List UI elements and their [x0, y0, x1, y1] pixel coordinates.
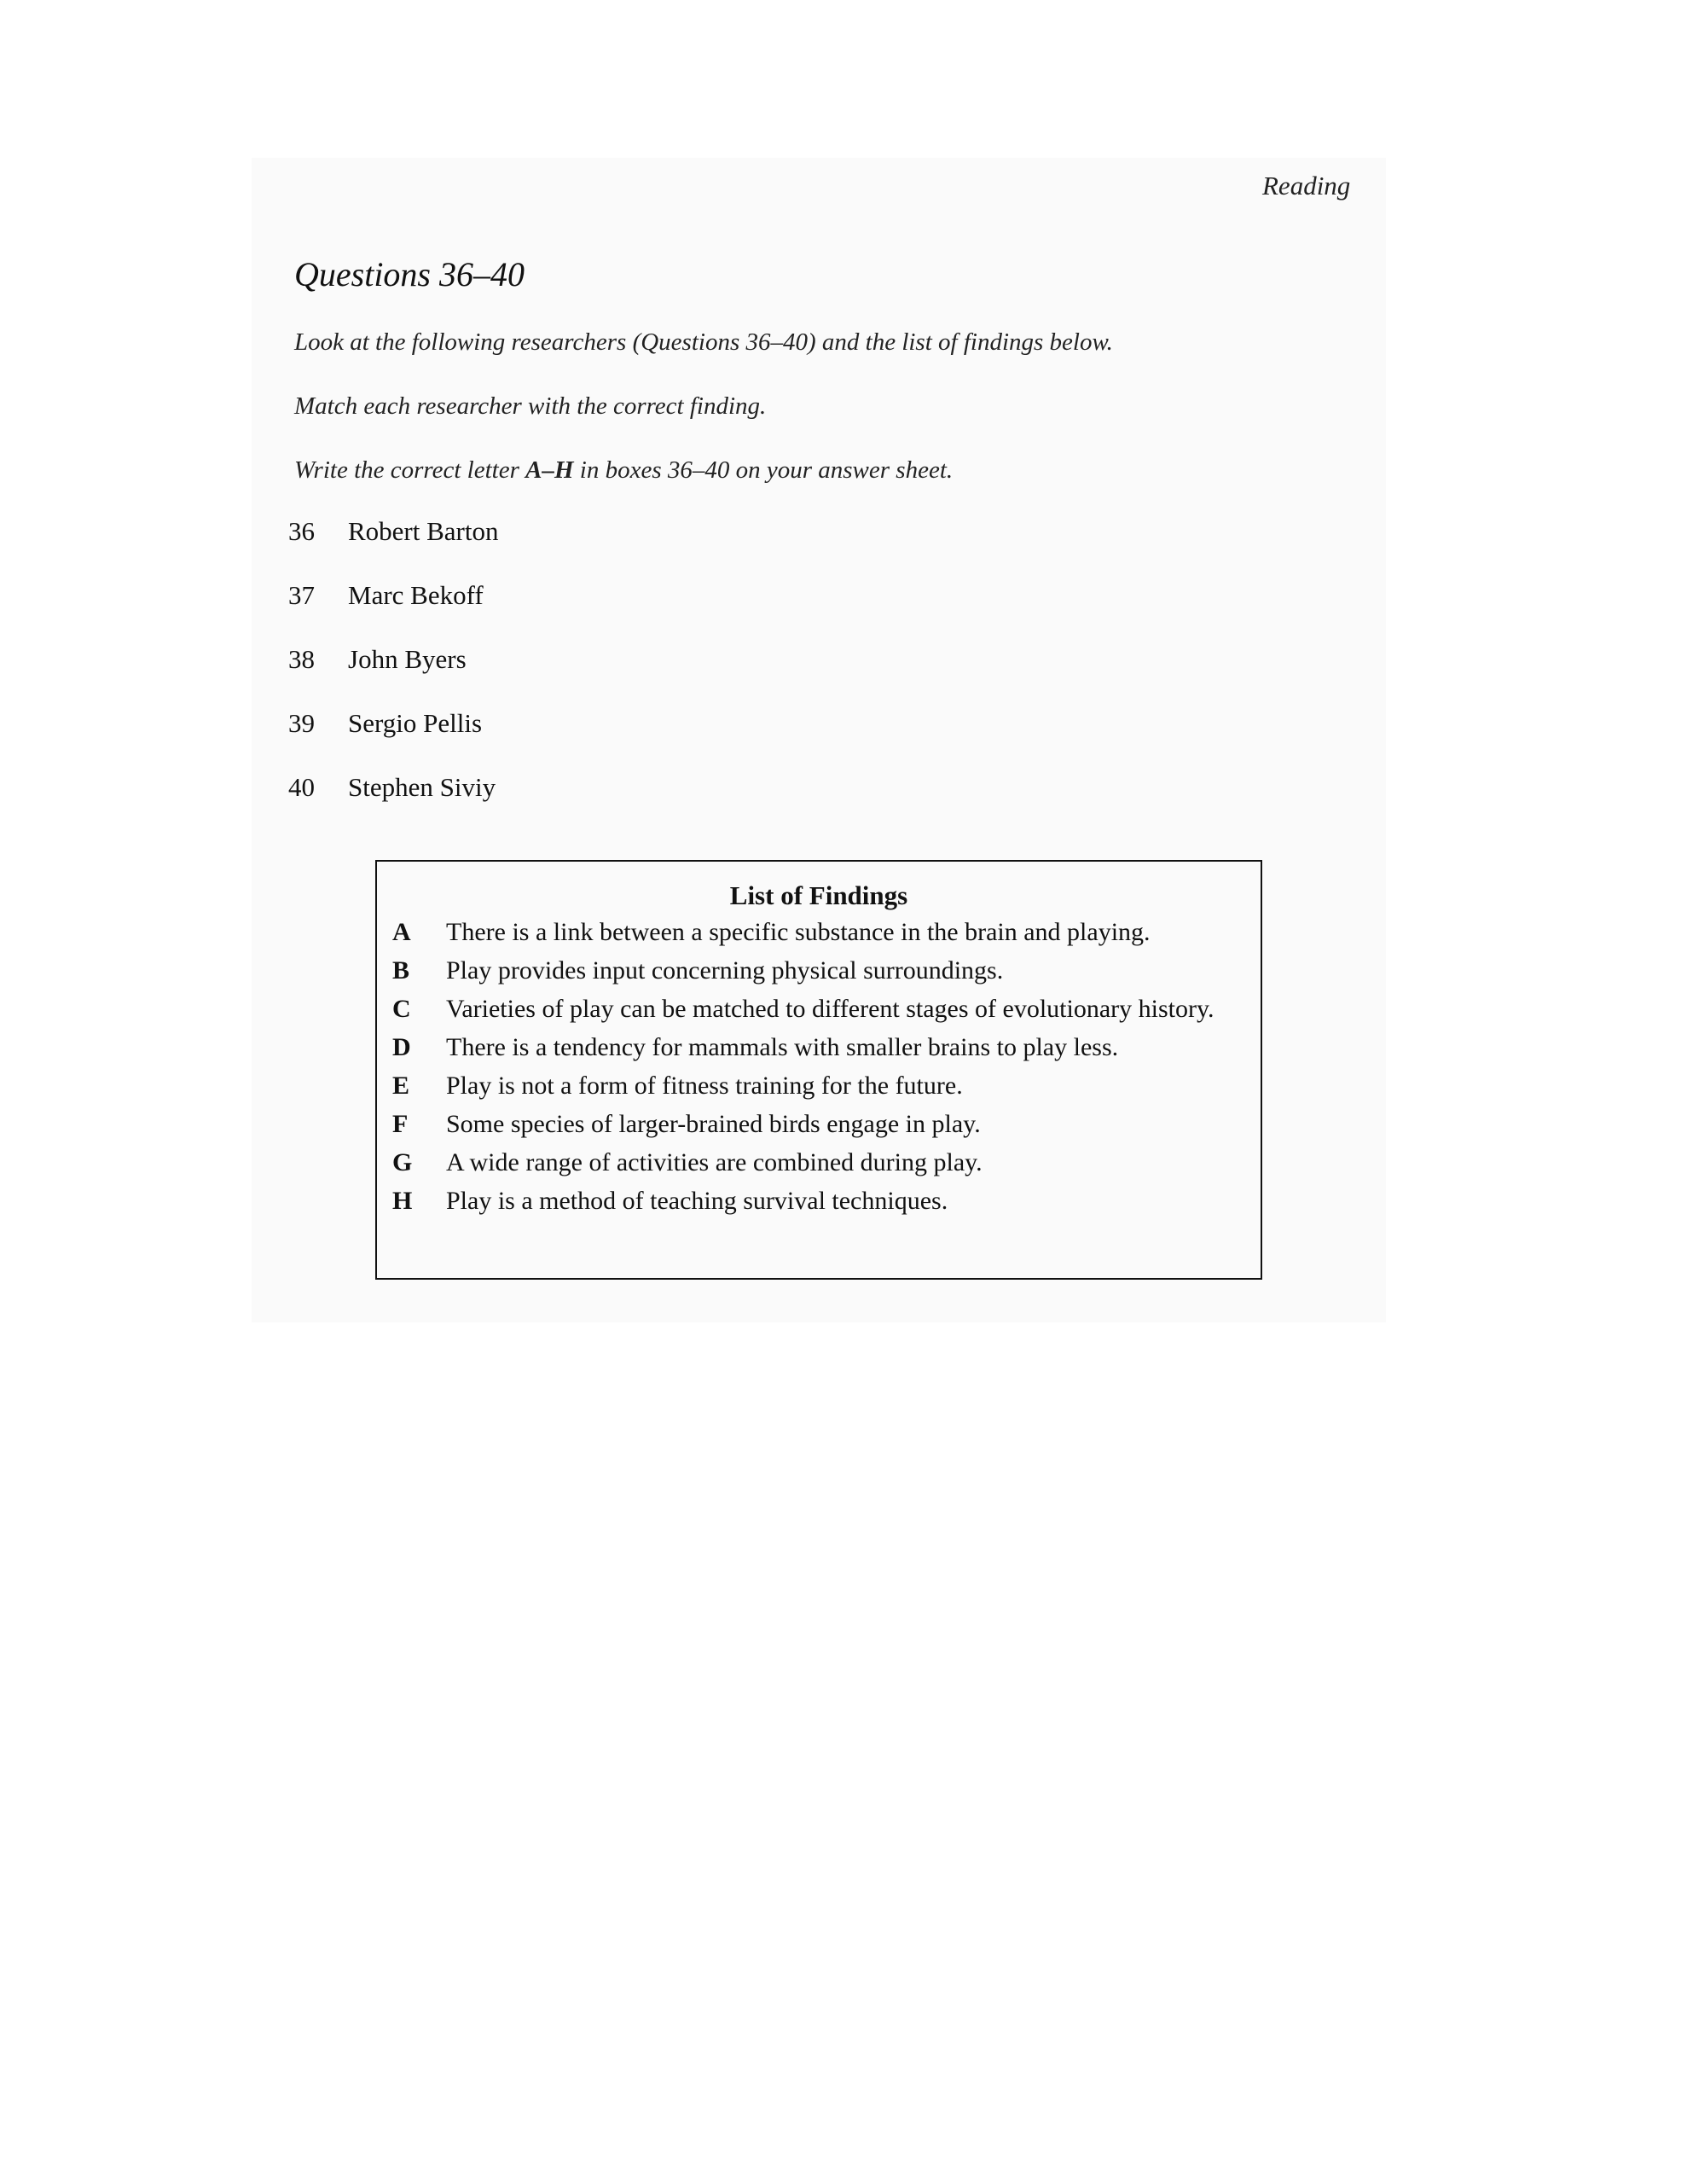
question-number: 38	[288, 644, 315, 674]
finding-letter: G	[392, 1148, 413, 1176]
letter-range: A–H	[525, 456, 574, 484]
finding-letter: C	[392, 995, 411, 1023]
finding-item	[392, 919, 1244, 946]
researcher-item	[288, 580, 499, 644]
researcher-item	[288, 708, 499, 772]
instruction-line-3	[294, 456, 953, 485]
finding-text: Play provides input concerning physical surroundings.	[446, 956, 1004, 985]
instruction-line-1: Look at the following researchers (Questions 36–40) and the list of findings below.	[294, 328, 1113, 356]
finding-text: There is a link between a specific substance in the brain and playing.	[446, 918, 1151, 946]
instruction-prefix: Write the correct letter	[294, 456, 526, 484]
question-number: 39	[288, 708, 315, 738]
researcher-item	[288, 772, 499, 836]
finding-item	[392, 1072, 1244, 1100]
findings-box	[375, 860, 1262, 1280]
finding-item	[392, 1188, 1244, 1215]
questions-title: Questions 36–40	[294, 255, 525, 293]
finding-text: Play is a method of teaching survival techniques.	[446, 1187, 948, 1215]
researcher-name: Marc Bekoff	[348, 580, 484, 610]
finding-text: Some species of larger-brained birds engage in play.	[446, 1110, 981, 1138]
instruction-line-2: Match each researcher with the correct finding.	[294, 392, 767, 420]
finding-text: Varieties of play can be matched to different stages of evolutionary history.	[446, 995, 1215, 1023]
researcher-item	[288, 644, 499, 708]
finding-letter: E	[392, 1072, 410, 1100]
question-number: 36	[288, 516, 315, 546]
researcher-name: John Byers	[348, 644, 467, 674]
section-label: Reading	[1262, 171, 1351, 200]
researcher-name: Robert Barton	[348, 516, 499, 546]
question-number: 37	[288, 580, 315, 610]
researcher-list	[288, 516, 499, 836]
finding-text: Play is not a form of fitness training for the future.	[446, 1072, 963, 1100]
finding-text: There is a tendency for mammals with smaller brains to play less.	[446, 1033, 1119, 1061]
finding-letter: D	[392, 1033, 411, 1061]
finding-item	[392, 1111, 1244, 1138]
findings-list	[392, 919, 1244, 1226]
researcher-item	[288, 516, 499, 580]
finding-text: A wide range of activities are combined during play.	[446, 1148, 983, 1176]
finding-letter: B	[392, 956, 410, 985]
finding-letter: F	[392, 1110, 409, 1138]
instruction-suffix: in boxes 36–40 on your answer sheet.	[573, 456, 954, 484]
finding-letter: H	[392, 1187, 413, 1215]
question-number: 40	[288, 772, 315, 802]
finding-item	[392, 957, 1244, 985]
researcher-name: Stephen Siviy	[348, 772, 496, 802]
researcher-name: Sergio Pellis	[348, 708, 483, 738]
finding-item	[392, 1034, 1244, 1061]
finding-item	[392, 996, 1244, 1023]
findings-title: List of Findings	[729, 880, 908, 910]
finding-letter: A	[392, 918, 411, 946]
finding-item	[392, 1149, 1244, 1176]
